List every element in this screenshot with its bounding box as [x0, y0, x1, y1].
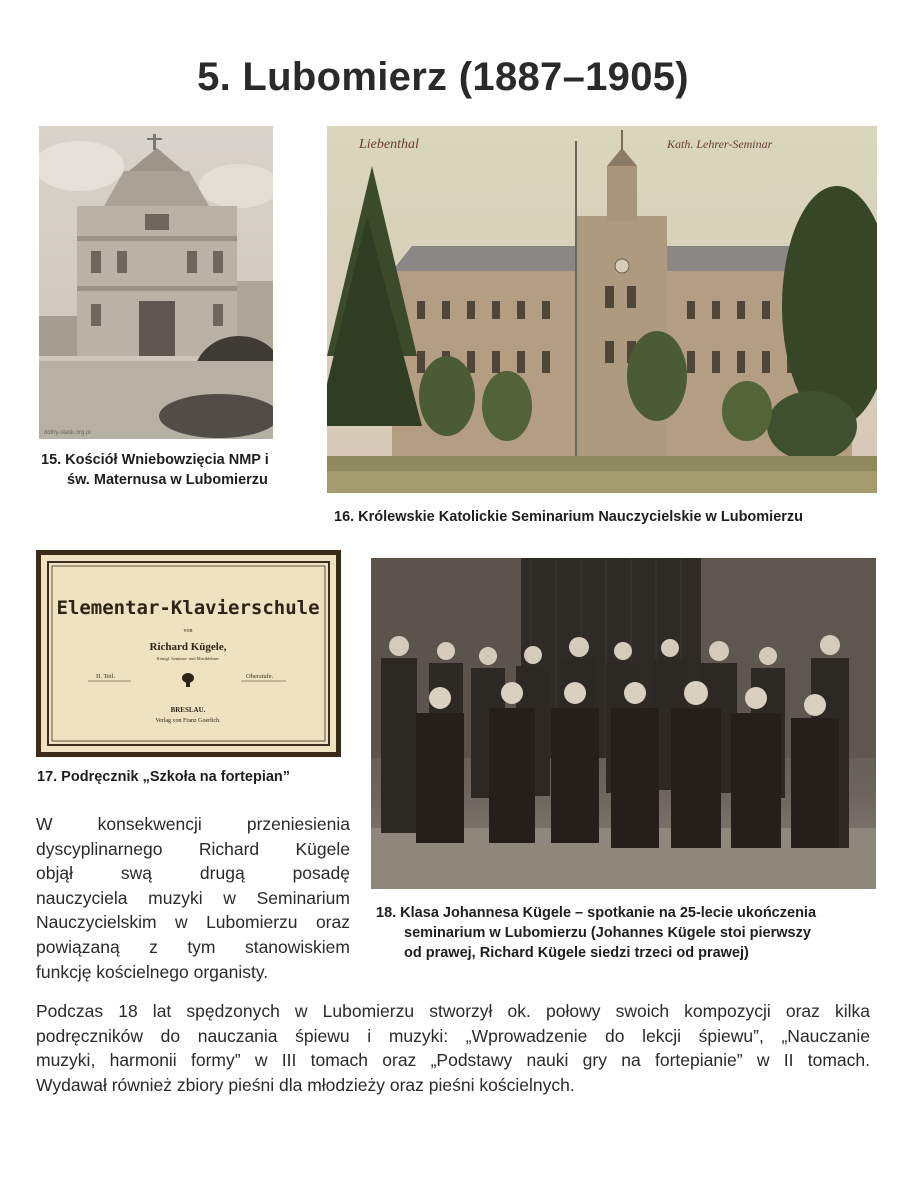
left-paragraph	[36, 812, 350, 984]
left-line: W konsekwencji przeniesienia	[36, 814, 350, 834]
caption-15-line2: św. Maternusa w Lubomierzu	[67, 472, 268, 488]
overlay-seminar: Kath. Lehrer-Seminar	[667, 137, 773, 151]
book-author-sub: Königl. Seminar- und Musiklehrer.	[156, 656, 220, 661]
book-cover-photo	[36, 550, 341, 757]
page-title: 5. Lubomierz (1887–1905)	[197, 55, 689, 99]
bottom-paragraph	[36, 999, 870, 1097]
church-photo	[39, 126, 273, 439]
bottom-line: podręczników do nauczania śpiewu i muzyki: „Wprowadzenie do lekcji śpiewu”, „Nauczanie	[36, 1025, 870, 1046]
book-author: Richard Kügele,	[149, 641, 227, 653]
overlay-liebenthal: Liebenthal	[359, 137, 419, 152]
watermark: dolny-slask.org.pl	[44, 430, 91, 436]
caption-18	[376, 903, 886, 963]
book-level: Oberstufe.	[246, 673, 274, 680]
left-line: nauczyciela muzyki w Seminarium	[36, 887, 350, 908]
caption-16: 16. Królewskie Katolickie Seminarium Nauczycielskie w Lubomierzu	[334, 509, 804, 525]
group-photo	[371, 558, 876, 889]
book-von: von	[183, 628, 193, 634]
caption-18-line3: od prawej, Richard Kügele siedzi trzeci od prawej)	[404, 945, 749, 961]
caption-18-line1: 18. Klasa Johannesa Kügele – spotkanie na 25-lecie ukończenia	[376, 905, 817, 921]
left-line: Nauczycielskim w Lubomierzu oraz	[36, 912, 350, 933]
bottom-line: Wydawał również zbiory pieśni dla młodzieży oraz pieśni kościelnych.	[36, 1074, 575, 1095]
book-publisher: Verlag von Franz Goerlich.	[155, 718, 221, 724]
caption-18-line2: seminarium w Lubomierzu (Johannes Kügele stoi pierwszy	[404, 925, 811, 941]
caption-15-line1: 15. Kościół Wniebowzięcia NMP i	[41, 452, 269, 468]
left-line: objął swą drugą posadę	[36, 863, 350, 884]
caption-15	[41, 450, 311, 490]
bottom-line: muzyki, harmonii formy” w III tomach oraz „Podstawy nauki gry na fortepianie” w II tomach.	[36, 1050, 870, 1071]
seminary-photo	[327, 126, 877, 493]
left-line: dyscyplinarnego Richard Kügele	[36, 838, 350, 859]
left-line: funkcję kościelnego organisty.	[36, 961, 269, 982]
book-city: BRESLAU.	[170, 706, 206, 714]
left-line: powiązaną z tym stanowiskiem	[36, 936, 350, 957]
bottom-line: Podczas 18 lat spędzonych w Lubomierzu stworzył ok. połowy swoich kompozycji oraz kilka	[36, 1001, 870, 1021]
book-part: II. Teil.	[96, 673, 116, 680]
caption-17: 17. Podręcznik „Szkoła na fortepian”	[37, 769, 291, 785]
book-title: Elementar-Klavierschule	[56, 597, 320, 619]
